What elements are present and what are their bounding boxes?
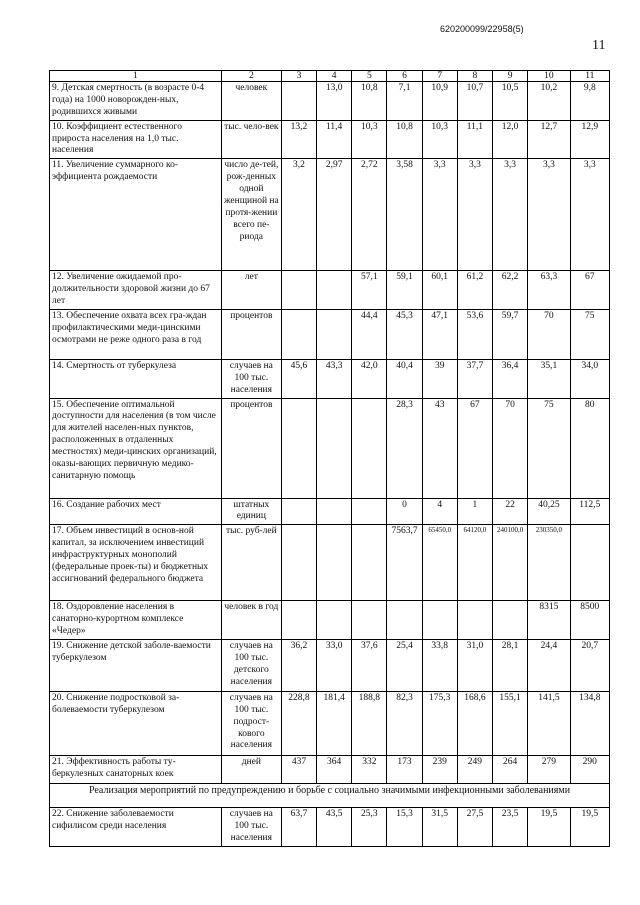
- value-cell: 264: [492, 755, 527, 783]
- unit-cell: дней: [221, 755, 281, 783]
- value-cell: 10,7: [457, 82, 492, 121]
- indicator-cell: 16. Создание рабочих мест: [50, 498, 222, 525]
- column-header: 6: [387, 71, 422, 82]
- column-header: 1: [50, 71, 222, 82]
- indicator-cell: 10. Коэффициент естественного прироста населения на 1,0 тыс. населения: [50, 120, 222, 159]
- value-cell: 61,2: [457, 271, 492, 310]
- value-cell: 31,5: [422, 807, 457, 846]
- value-cell: 33,8: [422, 639, 457, 691]
- unit-cell: лет: [221, 271, 281, 310]
- indicator-cell: 18. Оздоровление населения в санаторно-курортном комплексе «Чедер»: [50, 601, 222, 640]
- value-cell: [422, 601, 457, 640]
- unit-cell: штатных единиц: [221, 498, 281, 525]
- value-cell: 13,2: [281, 120, 316, 159]
- value-cell: 39: [422, 359, 457, 398]
- value-cell: [457, 601, 492, 640]
- unit-cell: случаев на 100 тыс. населения: [221, 359, 281, 398]
- value-cell: 59,1: [387, 271, 422, 310]
- value-cell: 12,0: [492, 120, 527, 159]
- value-cell: 8500: [570, 601, 609, 640]
- column-header: 5: [352, 71, 387, 82]
- value-cell: 37,7: [457, 359, 492, 398]
- value-cell: 3,3: [570, 159, 609, 271]
- value-cell: 332: [352, 755, 387, 783]
- value-cell: 19,5: [570, 807, 609, 846]
- column-header: 11: [570, 71, 609, 82]
- table-row: [50, 271, 610, 310]
- value-cell: 57,1: [352, 271, 387, 310]
- value-cell: [281, 398, 316, 498]
- value-cell: 47,1: [422, 309, 457, 359]
- value-cell: 240100,0: [492, 525, 527, 601]
- value-cell: 2,97: [317, 159, 352, 271]
- value-cell: 112,5: [570, 498, 609, 525]
- value-cell: 8315: [528, 601, 570, 640]
- value-cell: 65450,0: [422, 525, 457, 601]
- value-cell: [317, 525, 352, 601]
- value-cell: 10,3: [422, 120, 457, 159]
- value-cell: 22: [492, 498, 527, 525]
- value-cell: 19,5: [528, 807, 570, 846]
- page-number: 11: [592, 38, 606, 53]
- table-row: [50, 120, 610, 159]
- value-cell: [281, 82, 316, 121]
- indicator-cell: 22. Снижение заболеваемости сифилисом среди населения: [50, 807, 222, 846]
- value-cell: 43: [422, 398, 457, 498]
- indicator-cell: 19. Снижение детской заболе-ваемости туберкулезом: [50, 639, 222, 691]
- value-cell: 62,2: [492, 271, 527, 310]
- value-cell: 37,6: [352, 639, 387, 691]
- value-cell: 75: [570, 309, 609, 359]
- value-cell: 230350,0: [528, 525, 570, 601]
- unit-cell: тыс. руб-лей: [221, 525, 281, 601]
- unit-cell: число де-тей, рож-денных одной женщиной на протя-жении всего пе-риода: [221, 159, 281, 271]
- table-header-row: [50, 71, 610, 82]
- value-cell: [281, 601, 316, 640]
- value-cell: 35,1: [528, 359, 570, 398]
- value-cell: [387, 601, 422, 640]
- unit-cell: человек в год: [221, 601, 281, 640]
- value-cell: [352, 498, 387, 525]
- column-header: 4: [317, 71, 352, 82]
- value-cell: 63,7: [281, 807, 316, 846]
- value-cell: 175,3: [422, 691, 457, 755]
- value-cell: 0: [387, 498, 422, 525]
- table-row: [50, 498, 610, 525]
- value-cell: 75: [528, 398, 570, 498]
- value-cell: 3,58: [387, 159, 422, 271]
- value-cell: [570, 525, 609, 601]
- section-header-row: [50, 783, 610, 807]
- value-cell: [281, 498, 316, 525]
- value-cell: [317, 309, 352, 359]
- value-cell: 70: [528, 309, 570, 359]
- value-cell: 249: [457, 755, 492, 783]
- value-cell: 155,1: [492, 691, 527, 755]
- value-cell: 20,7: [570, 639, 609, 691]
- indicator-cell: 9. Детская смертность (в возрасте 0-4 года) на 1000 новорожден-ных, родившихся живыми: [50, 82, 222, 121]
- value-cell: 80: [570, 398, 609, 498]
- value-cell: 59,7: [492, 309, 527, 359]
- indicator-cell: 15. Обеспечение оптимальной доступности для населения (в том числе для жителей населен-ных пунктов, расположенных в отдаленных местностях) меди-цинских организаций, оказы-вающих первичную медико-санитарную помощь: [50, 398, 222, 498]
- value-cell: 12,9: [570, 120, 609, 159]
- table-row: [50, 398, 610, 498]
- unit-cell: процентов: [221, 309, 281, 359]
- value-cell: [492, 601, 527, 640]
- section-title: Реализация мероприятий по предупреждению и борьбе с социально значимыми инфекционными заболеваниями: [50, 783, 610, 807]
- indicator-cell: 13. Обеспечение охвата всех гра-ждан профилактическими меди-цинскими осмотрами не реже одного раза в год: [50, 309, 222, 359]
- value-cell: 10,9: [422, 82, 457, 121]
- indicator-cell: 14. Смертность от туберкулеза: [50, 359, 222, 398]
- value-cell: 3,3: [457, 159, 492, 271]
- value-cell: 40,4: [387, 359, 422, 398]
- indicator-cell: 11. Увеличение суммарного ко-эффициента рождаемости: [50, 159, 222, 271]
- column-header: 8: [457, 71, 492, 82]
- table-row: [50, 807, 610, 846]
- value-cell: 3,3: [528, 159, 570, 271]
- value-cell: 70: [492, 398, 527, 498]
- value-cell: 36,2: [281, 639, 316, 691]
- value-cell: 1: [457, 498, 492, 525]
- value-cell: 82,3: [387, 691, 422, 755]
- value-cell: 11,1: [457, 120, 492, 159]
- value-cell: 10,3: [352, 120, 387, 159]
- value-cell: 3,2: [281, 159, 316, 271]
- value-cell: [281, 309, 316, 359]
- value-cell: 10,2: [528, 82, 570, 121]
- value-cell: 42,0: [352, 359, 387, 398]
- table-row: [50, 601, 610, 640]
- unit-cell: случаев на 100 тыс. подрост-кового населения: [221, 691, 281, 755]
- table-row: [50, 755, 610, 783]
- column-header: 9: [492, 71, 527, 82]
- value-cell: [352, 525, 387, 601]
- value-cell: 181,4: [317, 691, 352, 755]
- value-cell: 2,72: [352, 159, 387, 271]
- value-cell: 25,4: [387, 639, 422, 691]
- table-row: [50, 82, 610, 121]
- indicator-cell: 21. Эффективность работы ту-беркулезных санаторных коек: [50, 755, 222, 783]
- value-cell: 67: [570, 271, 609, 310]
- column-header: 7: [422, 71, 457, 82]
- value-cell: 28,3: [387, 398, 422, 498]
- value-cell: 188,8: [352, 691, 387, 755]
- table-row: [50, 639, 610, 691]
- column-header: 3: [281, 71, 316, 82]
- value-cell: 23,5: [492, 807, 527, 846]
- value-cell: [352, 601, 387, 640]
- value-cell: 40,25: [528, 498, 570, 525]
- value-cell: 43,3: [317, 359, 352, 398]
- indicator-cell: 12. Увеличение ожидаемой про-должительности здоровой жизни до 67 лет: [50, 271, 222, 310]
- value-cell: [317, 498, 352, 525]
- table-row: [50, 525, 610, 601]
- value-cell: 25,3: [352, 807, 387, 846]
- value-cell: 134,8: [570, 691, 609, 755]
- value-cell: 364: [317, 755, 352, 783]
- table-row: [50, 691, 610, 755]
- unit-cell: процентов: [221, 398, 281, 498]
- value-cell: 44,4: [352, 309, 387, 359]
- value-cell: 168,6: [457, 691, 492, 755]
- unit-cell: тыс. чело-век: [221, 120, 281, 159]
- table-row: [50, 359, 610, 398]
- value-cell: 60,1: [422, 271, 457, 310]
- value-cell: [352, 398, 387, 498]
- value-cell: 239: [422, 755, 457, 783]
- column-header: 2: [221, 71, 281, 82]
- value-cell: [317, 271, 352, 310]
- column-header: 10: [528, 71, 570, 82]
- value-cell: 279: [528, 755, 570, 783]
- value-cell: 53,6: [457, 309, 492, 359]
- value-cell: 10,5: [492, 82, 527, 121]
- value-cell: 15,3: [387, 807, 422, 846]
- value-cell: 33,0: [317, 639, 352, 691]
- table-row: [50, 159, 610, 271]
- value-cell: 290: [570, 755, 609, 783]
- indicator-cell: 20. Снижение подростковой за-болеваемости туберкулезом: [50, 691, 222, 755]
- value-cell: 4: [422, 498, 457, 525]
- unit-cell: случаев на 100 тыс. детского населения: [221, 639, 281, 691]
- value-cell: 7,1: [387, 82, 422, 121]
- value-cell: 12,7: [528, 120, 570, 159]
- document-id: 620200099/22958(5): [440, 24, 524, 34]
- value-cell: 9,8: [570, 82, 609, 121]
- value-cell: 36,4: [492, 359, 527, 398]
- value-cell: 11,4: [317, 120, 352, 159]
- table-row: [50, 309, 610, 359]
- indicator-cell: 17. Объем инвестиций в основ-ной капитал, за исключением инвестиций инфраструктурных монополий (федеральные проек-ты) и бюджетных ассигнований федерального бюджета: [50, 525, 222, 601]
- value-cell: 10,8: [387, 120, 422, 159]
- value-cell: [317, 398, 352, 498]
- value-cell: [281, 271, 316, 310]
- value-cell: [281, 525, 316, 601]
- value-cell: 3,3: [422, 159, 457, 271]
- value-cell: 28,1: [492, 639, 527, 691]
- value-cell: 31,0: [457, 639, 492, 691]
- unit-cell: случаев на 100 тыс. населения: [221, 807, 281, 846]
- value-cell: 13,0: [317, 82, 352, 121]
- value-cell: 64120,0: [457, 525, 492, 601]
- value-cell: 43,5: [317, 807, 352, 846]
- value-cell: 67: [457, 398, 492, 498]
- value-cell: 141,5: [528, 691, 570, 755]
- value-cell: 34,0: [570, 359, 609, 398]
- indicators-table: [49, 70, 610, 847]
- value-cell: 27,5: [457, 807, 492, 846]
- value-cell: [317, 601, 352, 640]
- value-cell: 10,8: [352, 82, 387, 121]
- value-cell: 173: [387, 755, 422, 783]
- value-cell: 228,8: [281, 691, 316, 755]
- value-cell: 45,3: [387, 309, 422, 359]
- value-cell: 3,3: [492, 159, 527, 271]
- value-cell: 24,4: [528, 639, 570, 691]
- unit-cell: человек: [221, 82, 281, 121]
- value-cell: 437: [281, 755, 316, 783]
- value-cell: 7563,7: [387, 525, 422, 601]
- value-cell: 45,6: [281, 359, 316, 398]
- value-cell: 63,3: [528, 271, 570, 310]
